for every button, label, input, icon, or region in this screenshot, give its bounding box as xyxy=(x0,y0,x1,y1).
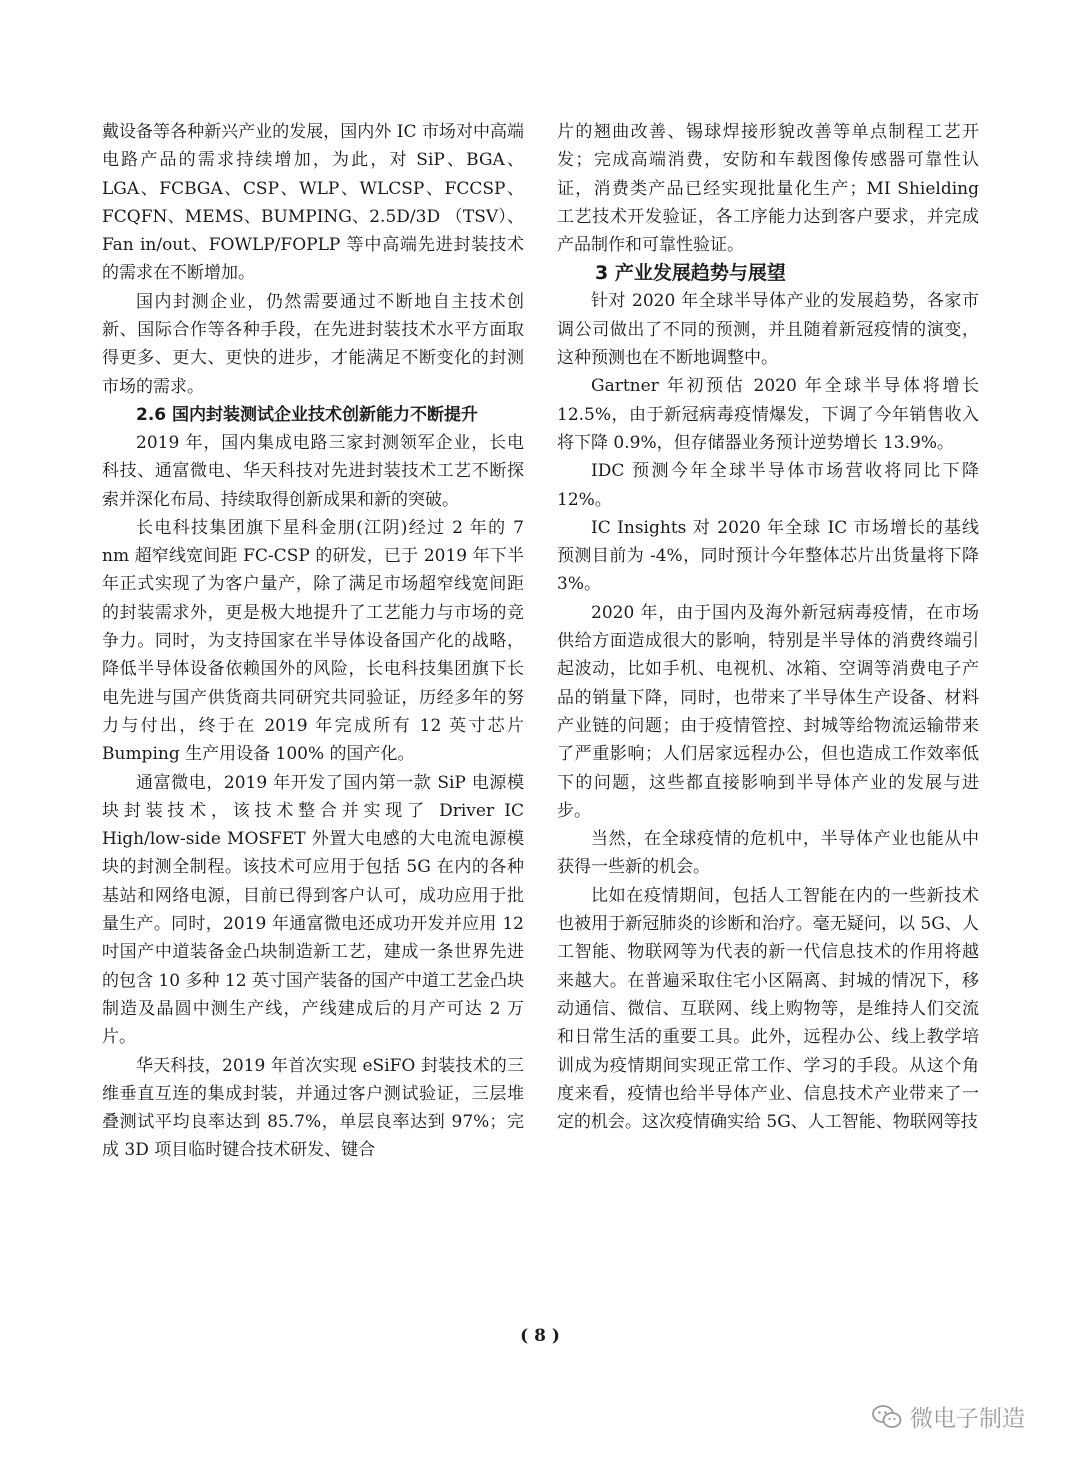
left-column xyxy=(102,118,524,1165)
paragraph: 2019 年，国内集成电路三家封测领军企业，长电科技、通富微电、华天科技对先进封装技术工艺不断探索并深化布局、持续取得创新成果和新的突破。 xyxy=(102,432,524,510)
paragraph: 2020 年，由于国内及海外新冠病毒疫情，在市场供给方面造成很大的影响，特别是半导体的消费终端引起波动，比如手机、电视机、冰箱、空调等消费电子产品的销量下降，同时，也带来了半导体生产设备、材料产业链的问题；由于疫情管控、封城等给物流运输带来了严重影响；人们居家远程办公，但也造成工作效率低下的问题，这些都直接影响到半导体产业的发展与进步。 xyxy=(557,602,979,821)
paragraph: Gartner 年初预估 2020 年全球半导体将增长 12.5%，由于新冠病毒疫情爆发，下调了今年销售收入将下降 0.9%，但存储器业务预计逆势增长 13.9%。 xyxy=(557,376,979,453)
paragraph: 比如在疫情期间，包括人工智能在内的一些新技术也被用于新冠肺炎的诊断和治疗。毫无疑问，以 5G、人工智能、物联网等为代表的新一代信息技术的作用将越来越大。在普遍采取住宅小区隔离、封城的情况下，移动通信、微信、互联网、线上购物等，是维持人们交流和日常生活的重要工具。此外，远程办公、线上教学培训成为疫情期间实现正常工作、学习的手段。从这个角度来看，疫情也给半导体产业、信息技术产业带来了一定的机会。这次疫情确实给 5G、人工智能、物联网等技 xyxy=(557,885,979,1133)
page-number: ( 8 ) xyxy=(520,1326,560,1346)
wechat-icon xyxy=(872,1404,902,1430)
right-column xyxy=(557,118,979,1136)
section-heading-3: 3 产业发展趋势与展望 xyxy=(595,262,786,285)
paragraph: 片的翘曲改善、锡球焊接形貌改善等单点制程工艺开发；完成高端消费，安防和车载图像传感器可靠性认证，消费类产品已经实现批量化生产；MI Shielding 工艺技术开发验证，各工序能力达到客户要求，并完成产品制作和可靠性验证。 xyxy=(557,122,979,256)
paragraph: 戴设备等各种新兴产业的发展，国内外 IC 市场对中高端电路产品的需求持续增加，为此，对 SiP、BGA、LGA、FCBGA、CSP、WLP、WLCSP、FCCSP、FCQFN、MEMS、BUMPING、2.5D/3D （TSV）、Fan in/out、FOWLP/FOPLP 等中高端先进封装技术的需求在不断增加。 xyxy=(102,122,524,284)
paragraph: 国内封测企业，仍然需要通过不断地自主技术创新、国际合作等各种手段，在先进封装技术水平方面取得更多、更大、更快的进步，才能满足不断变化的封测市场的需求。 xyxy=(102,291,524,397)
paragraph: IDC 预测今年全球半导体市场营收将同比下降 12%。 xyxy=(557,461,979,510)
section-heading-2-6: 2.6 国内封装测试企业技术创新能力不断提升 xyxy=(136,404,479,425)
paragraph: 华天科技，2019 年首次实现 eSiFO 封装技术的三维垂直互连的集成封装，并通过客户测试验证，三层堆叠测试平均良率达到 85.7%，单层良率达到 97%；完成 3D 项目临时键合技术研发、键合 xyxy=(102,1055,524,1161)
paragraph: 当然，在全球疫情的危机中，半导体产业也能从中获得一些新的机会。 xyxy=(557,829,979,878)
watermark-label: 微电子制造 xyxy=(910,1406,1025,1432)
paragraph: IC Insights 对 2020 年全球 IC 市场增长的基线预测目前为 -4%，同时预计今年整体芯片出货量将下降 3%。 xyxy=(557,517,979,595)
paragraph: 针对 2020 年全球半导体产业的发展趋势，各家市调公司做出了不同的预测，并且随着新冠疫情的演变，这种预测也在不断地调整中。 xyxy=(557,291,979,369)
paragraph: 长电科技集团旗下星科金朋(江阴)经过 2 年的 7 nm 超窄线宽间距 FC-CSP 的研发，已于 2019 年下半年正式实现了为客户量产，除了满足市场超窄线宽间距的封装需求外，更是极大地提升了工艺能力与市场的竞争力。同时，为支持国家在半导体设备国产化的战略，降低半导体设备依赖国外的风险，长电科技集团旗下长电先进与国产供货商共同研究共同验证，历经多年的努力与付出，终于在 2019 年完成所有 12 英寸芯片 Bumping 生产用设备 100% 的国产化。 xyxy=(102,517,524,765)
paragraph: 通富微电，2019 年开发了国内第一款 SiP 电源模块封装技术，该技术整合并实现了 Driver IC High/low-side MOSFET 外置大电感的大电流电源模块的封测全制程。该技术可应用于包括 5G 在内的各种基站和网络电源，目前已得到客户认可，成功应用于批量生产。同时，2019 年通富微电还成功开发并应用 12 吋国产中道装备金凸块制造新工艺，建成一条世界先进的包含 10 多种 12 英寸国产装备的国产中道工艺金凸块制造及晶圆中测生产线，产线建成后的月产可达 2 万片。 xyxy=(102,772,524,1048)
watermark xyxy=(872,1400,1025,1433)
